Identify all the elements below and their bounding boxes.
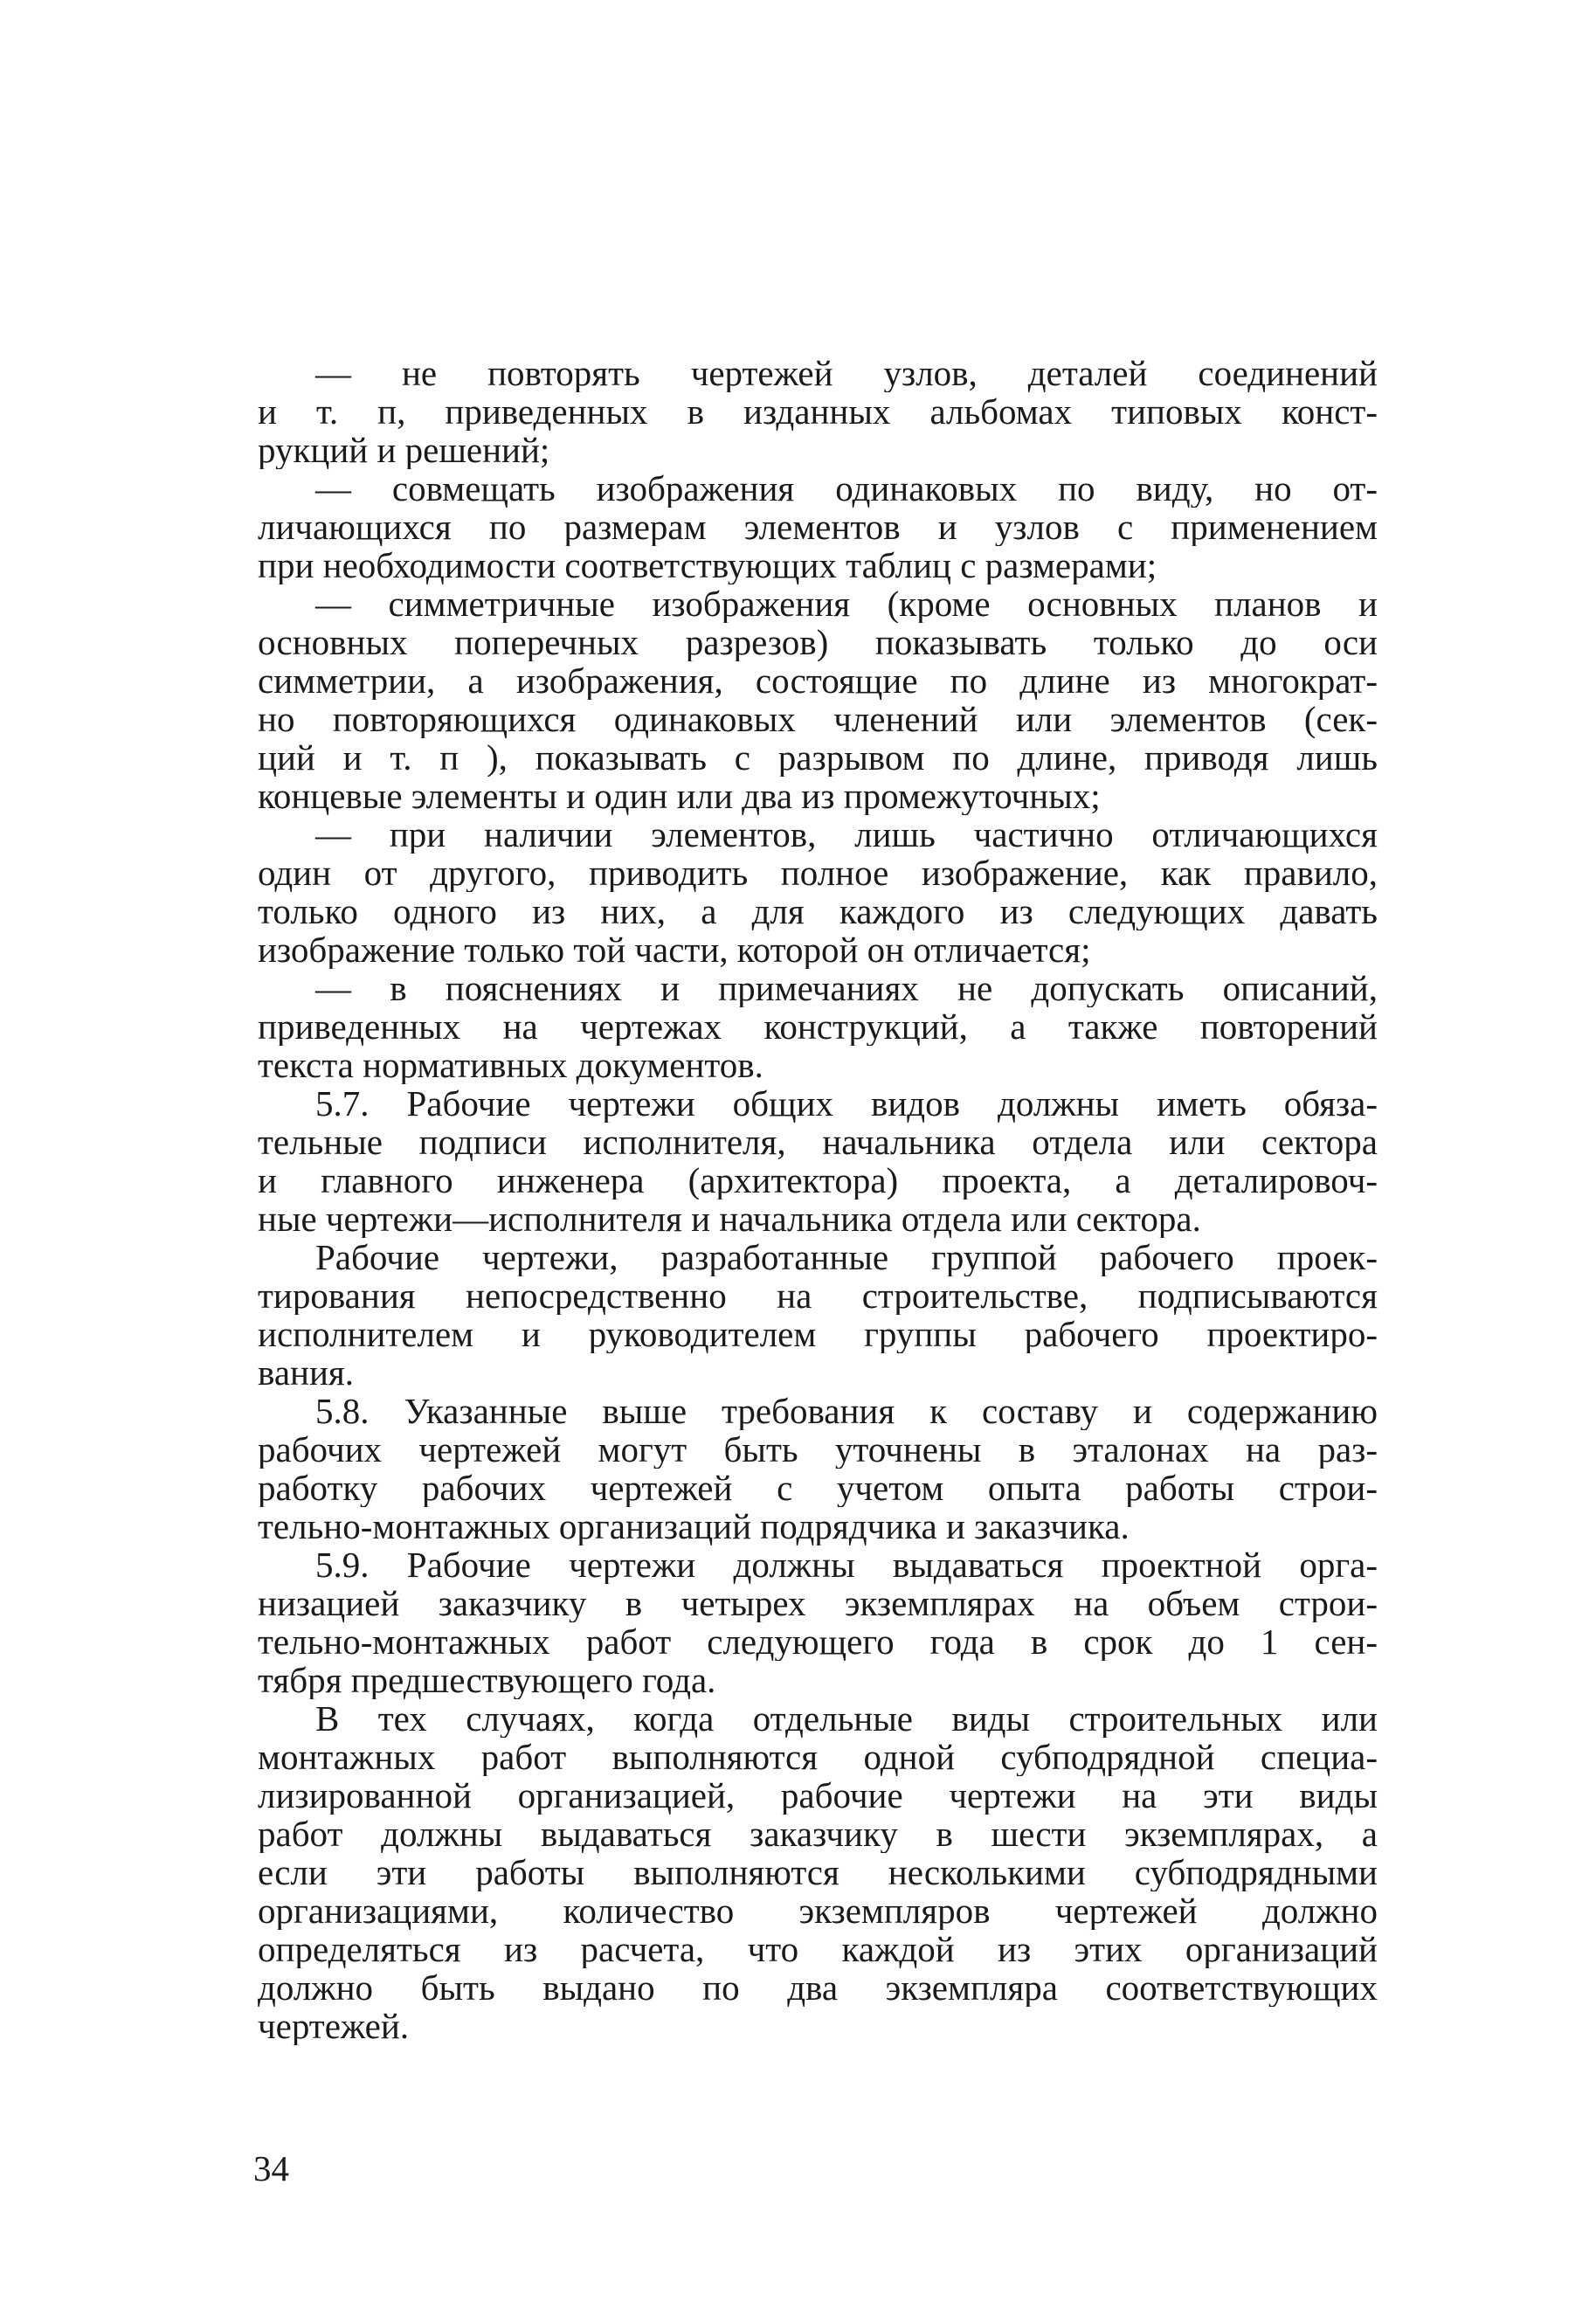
body-text <box>258 354 1378 2045</box>
text-line: Рабочие чертежи, разработанные группой рабочего проек- <box>315 1238 1378 1276</box>
text-line: и т. п, приведенных в изданных альбомах типовых конст- <box>258 392 1378 431</box>
text-line: исполнителем и руководителем группы рабочего проектиро- <box>258 1315 1378 1353</box>
text-line: текста нормативных документов. <box>258 1046 763 1084</box>
text-line: ций и т. п ), показывать с разрывом по длине, приводя лишь <box>258 738 1378 777</box>
text-line: симметрии, а изображения, состоящие по длине из многократ- <box>258 661 1378 700</box>
text-line: — не повторять чертежей узлов, деталей соединений <box>315 354 1378 392</box>
text-line: изображение только той части, которой он отличается; <box>258 930 1091 969</box>
text-line: рабочих чертежей могут быть уточнены в эталонах на раз- <box>258 1430 1378 1469</box>
text-line: 5.8. Указанные выше требования к составу и содержанию <box>315 1392 1378 1430</box>
text-line: определяться из расчета, что каждой из этих организаций <box>258 1930 1378 1968</box>
text-line: если эти работы выполняются несколькими субподрядными <box>258 1853 1378 1891</box>
text-line: личающихся по размерам элементов и узлов с применением <box>258 508 1378 546</box>
text-line: основных поперечных разрезов) показывать только до оси <box>258 623 1378 661</box>
text-line: чертежей. <box>258 2007 410 2045</box>
text-line: тирования непосредственно на строительстве, подписываются <box>258 1276 1378 1315</box>
text-line: приведенных на чертежах конструкций, а также повторений <box>258 1007 1378 1046</box>
text-line: — в пояснениях и примечаниях не допускать описаний, <box>315 969 1378 1007</box>
text-line: тельно-монтажных организаций подрядчика и заказчика. <box>258 1507 1130 1545</box>
text-line: один от другого, приводить полное изображение, как правило, <box>258 854 1378 892</box>
text-line: низацией заказчику в четырех экземплярах на объем строи- <box>258 1584 1378 1622</box>
text-line: 5.9. Рабочие чертежи должны выдаваться проектной орга- <box>315 1545 1378 1584</box>
text-line: вания. <box>258 1353 355 1392</box>
text-line: тября предшествующего года. <box>258 1661 716 1699</box>
text-line: ные чертежи—исполнителя и начальника отдела или сектора. <box>258 1200 1201 1238</box>
text-line: работ должны выдаваться заказчику в шести экземплярах, а <box>258 1815 1378 1853</box>
text-line: 5.7. Рабочие чертежи общих видов должны иметь обяза- <box>315 1084 1378 1123</box>
text-line: организациями, количество экземпляров чертежей должно <box>258 1891 1378 1930</box>
text-line: тельные подписи исполнителя, начальника отдела или сектора <box>258 1123 1378 1161</box>
text-line: только одного из них, а для каждого из следующих давать <box>258 892 1378 930</box>
text-line: но повторяющихся одинаковых членений или элементов (сек- <box>258 700 1378 738</box>
text-line: должно быть выдано по два экземпляра соответствующих <box>258 1968 1378 2007</box>
text-line: лизированной организацией, рабочие чертежи на эти виды <box>258 1776 1378 1815</box>
text-line: В тех случаях, когда отдельные виды строительных или <box>315 1699 1378 1738</box>
text-line: — симметричные изображения (кроме основных планов и <box>315 584 1378 623</box>
text-line: рукций и решений; <box>258 431 550 469</box>
text-line: тельно-монтажных работ следующего года в срок до 1 сен- <box>258 1622 1378 1661</box>
text-line: при необходимости соответствующих таблиц с размерами; <box>258 546 1157 584</box>
text-line: и главного инженера (архитектора) проекта, а деталировоч- <box>258 1161 1378 1200</box>
text-line: — при наличии элементов, лишь частично отличающихся <box>315 815 1378 854</box>
text-line: работку рабочих чертежей с учетом опыта работы строи- <box>258 1469 1378 1507</box>
text-line: — совмещать изображения одинаковых по виду, но от- <box>315 469 1378 508</box>
page-number: 34 <box>253 2148 289 2188</box>
text-line: концевые элементы и один или два из промежуточных; <box>258 777 1101 815</box>
text-line: монтажных работ выполняются одной субподрядной специа- <box>258 1738 1378 1776</box>
